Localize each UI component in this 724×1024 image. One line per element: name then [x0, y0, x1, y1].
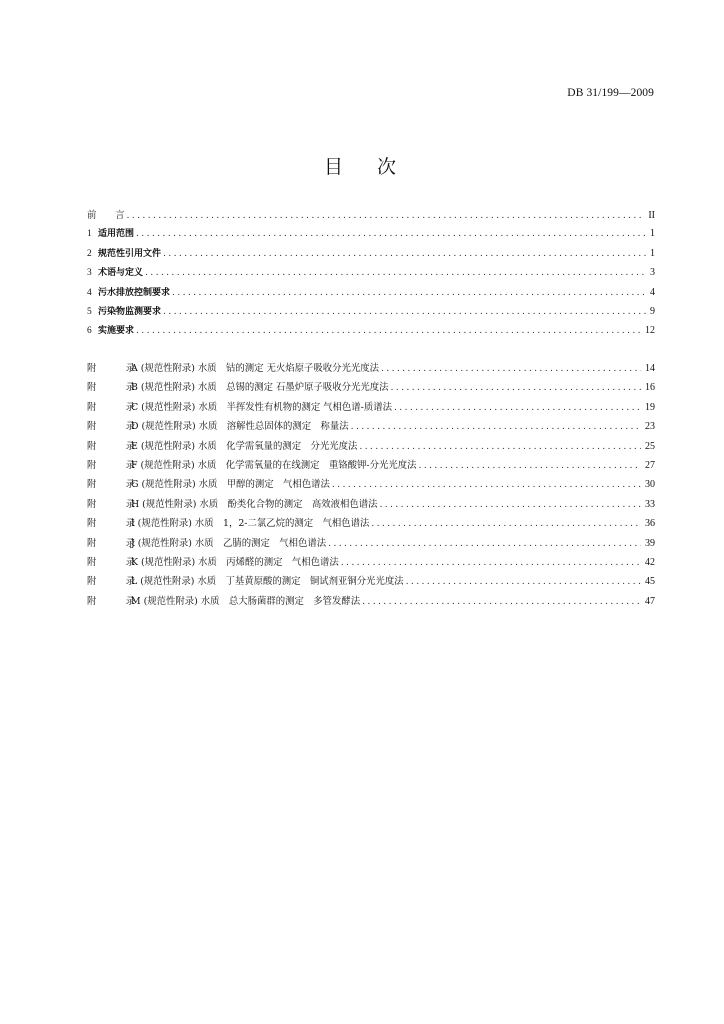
section-title: 实施要求 [98, 326, 135, 337]
section-title: 规范性引用文件 [98, 248, 162, 259]
toc-title: 目次 [323, 156, 430, 178]
page-number: 23 [645, 421, 655, 433]
section-number: 4 [87, 287, 92, 298]
section-title: 前 言 [87, 210, 125, 221]
toc-entry-label [87, 265, 144, 278]
toc-entry-label [87, 379, 390, 393]
toc-entry-label [87, 573, 405, 587]
appendix-title: I (规范性附录) 水质 1，2-二氯乙烷的测定 气相色谱法 [131, 518, 370, 530]
toc-entry-label [87, 399, 393, 413]
toc-appendices [87, 360, 655, 612]
section-title: 适用范围 [98, 229, 135, 240]
appendix-title: M (规范性附录) 水质 总大肠菌群的测定 多管发酵法 [131, 595, 361, 607]
dot-leader [391, 382, 641, 393]
dot-leader [332, 479, 641, 490]
appendix-prefix: 附 录 [87, 459, 146, 471]
toc-appendix-entry[interactable] [87, 438, 655, 457]
toc-entry-label [87, 535, 327, 549]
appendix-title: K (规范性附录) 水质 丙烯醛的测定 气相色谱法 [131, 556, 339, 568]
appendix-prefix: 附 录 [87, 518, 146, 530]
toc-entry[interactable] [87, 304, 655, 323]
dot-leader [359, 441, 641, 452]
appendix-title: J (规范性附录) 水质 乙腈的测定 气相色谱法 [131, 537, 327, 549]
page-number: II [648, 210, 655, 221]
page-number: 4 [650, 286, 655, 298]
document-code: DB 31/199—2009 [567, 87, 654, 99]
toc-entry-label [87, 593, 361, 607]
toc-entry-label [87, 285, 171, 298]
page-number: 12 [645, 325, 655, 337]
appendix-title: C (规范性附录) 水质 半挥发性有机物的测定 气相色谱-质谱法 [131, 401, 392, 413]
page-number: 25 [645, 440, 655, 452]
page-number: 3 [650, 267, 655, 279]
toc-appendix-entry[interactable] [87, 457, 655, 476]
toc-appendix-entry[interactable] [87, 593, 655, 612]
toc-entry[interactable] [87, 246, 655, 265]
dot-leader [381, 363, 641, 374]
dot-leader [351, 421, 641, 432]
toc-entry-label [87, 476, 331, 490]
toc-entry[interactable] [87, 226, 655, 245]
toc-appendix-entry[interactable] [87, 573, 655, 592]
page-number: 19 [645, 401, 655, 413]
dot-leader [418, 460, 641, 471]
page-number: 9 [650, 305, 655, 317]
toc-appendix-entry[interactable] [87, 496, 655, 515]
toc-entry-label [87, 246, 162, 259]
dot-leader [362, 596, 641, 607]
appendix-prefix: 附 录 [87, 479, 146, 491]
toc-sections [87, 207, 655, 343]
appendix-title: A (规范性附录) 水质 钴的测定 无火焰原子吸收分光光度法 [131, 363, 380, 374]
toc-entry-label [87, 360, 380, 374]
appendix-title: G (规范性附录) 水质 甲醇的测定 气相色谱法 [131, 479, 330, 491]
appendix-prefix: 附 录 [87, 440, 146, 452]
toc-entry-label [87, 226, 135, 239]
toc-entry[interactable] [87, 323, 655, 342]
toc-entry[interactable] [87, 285, 655, 304]
toc-entry-label [87, 457, 417, 471]
appendix-title: B (规范性附录) 水质 总锡的测定 石墨炉原子吸收分光光度法 [131, 382, 389, 394]
toc-appendix-entry[interactable] [87, 535, 655, 554]
appendix-prefix: 附 录 [87, 537, 146, 549]
dot-leader [136, 228, 646, 239]
toc-appendix-entry[interactable] [87, 515, 655, 534]
dot-leader [394, 402, 641, 413]
dot-leader [341, 557, 641, 568]
page-number: 36 [645, 518, 655, 530]
toc-entry[interactable] [87, 207, 655, 226]
appendix-prefix: 附 录 [87, 576, 146, 588]
toc-appendix-entry[interactable] [87, 360, 655, 379]
page-number: 16 [645, 382, 655, 394]
dot-leader [145, 267, 646, 278]
dot-leader [127, 210, 645, 221]
dot-leader [163, 248, 646, 259]
toc-entry-label [87, 438, 358, 452]
appendix-title: E (规范性附录) 水质 化学需氧量的测定 分光光度法 [131, 440, 358, 452]
toc-entry-label [87, 515, 370, 529]
dot-leader [379, 499, 641, 510]
appendix-prefix: 附 录 [87, 401, 146, 413]
page-number: 14 [645, 363, 655, 374]
dot-leader [371, 518, 641, 529]
section-title: 污水排放控制要求 [98, 287, 171, 298]
toc-appendix-entry[interactable] [87, 476, 655, 495]
toc-entry-label [87, 304, 162, 317]
appendix-prefix: 附 录 [87, 382, 146, 394]
dot-leader [406, 576, 641, 587]
page-number: 1 [650, 228, 655, 240]
toc-entry-label [87, 207, 126, 221]
page-number: 1 [650, 247, 655, 259]
page-number: 47 [645, 595, 655, 607]
appendix-title: F (规范性附录) 水质 化学需氧量的在线测定 重铬酸钾-分光光度法 [131, 459, 417, 471]
toc-entry-label [87, 418, 350, 432]
toc-entry-label [87, 554, 340, 568]
page-number: 42 [645, 556, 655, 568]
toc-entry-label [87, 496, 378, 510]
page-number: 45 [645, 576, 655, 588]
section-number: 1 [87, 229, 92, 240]
page-number: 27 [645, 459, 655, 471]
dot-leader [163, 306, 646, 317]
appendix-title: H (规范性附录) 水质 酚类化合物的测定 高效液相色谱法 [131, 498, 378, 510]
toc-appendix-entry[interactable] [87, 399, 655, 418]
section-number: 3 [87, 268, 92, 279]
appendix-prefix: 附 录 [87, 421, 146, 433]
toc-appendix-entry[interactable] [87, 379, 655, 398]
dot-leader [328, 538, 641, 549]
section-number: 5 [87, 306, 92, 317]
appendix-prefix: 附 录 [87, 556, 146, 568]
appendix-prefix: 附 录 [87, 363, 146, 374]
section-title: 术语与定义 [98, 268, 144, 279]
appendix-prefix: 附 录 [87, 498, 146, 510]
toc-appendix-entry[interactable] [87, 418, 655, 437]
section-number: 2 [87, 248, 92, 259]
appendix-title: L (规范性附录) 水质 丁基黄原酸的测定 铜试剂亚铜分光光度法 [131, 576, 404, 588]
appendix-prefix: 附 录 [87, 595, 146, 607]
page-number: 39 [645, 537, 655, 549]
dot-leader [172, 287, 646, 298]
section-title: 污染物监测要求 [98, 306, 162, 317]
page-number: 33 [645, 498, 655, 510]
appendix-title: D (规范性附录) 水质 溶解性总固体的测定 称量法 [131, 421, 349, 433]
page-number: 30 [645, 479, 655, 491]
toc-entry-label [87, 323, 135, 336]
toc-entry[interactable] [87, 265, 655, 284]
toc-appendix-entry[interactable] [87, 554, 655, 573]
section-number: 6 [87, 326, 92, 337]
dot-leader [136, 325, 641, 336]
